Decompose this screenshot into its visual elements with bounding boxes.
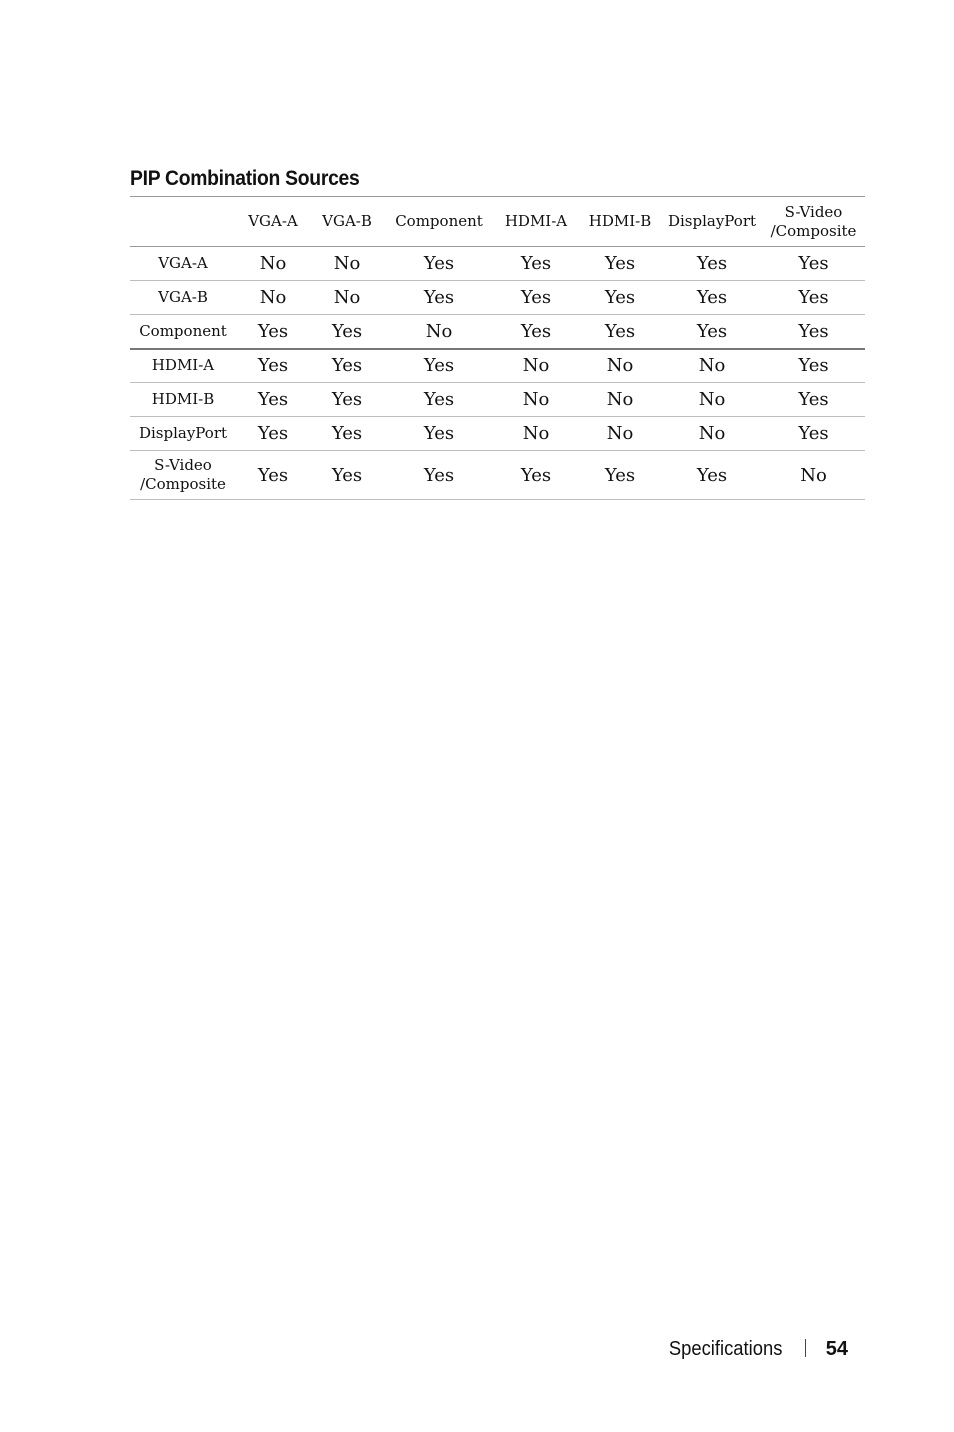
row-header: HDMI-A (130, 349, 236, 383)
table-cell: Yes (494, 281, 578, 315)
table-cell: Yes (310, 349, 384, 383)
table-cell: No (494, 417, 578, 451)
table-cell: Yes (236, 451, 310, 500)
table-cell: Yes (384, 281, 494, 315)
table-cell: Yes (662, 315, 762, 349)
table-cell: Yes (236, 383, 310, 417)
footer-separator (805, 1339, 806, 1357)
table-cell: Yes (236, 417, 310, 451)
column-header: HDMI-A (494, 197, 578, 247)
row-header: S-Video /Composite (130, 451, 236, 500)
table-cell: Yes (384, 349, 494, 383)
table-cell: Yes (310, 315, 384, 349)
table-cell: Yes (384, 383, 494, 417)
table-cell: No (236, 247, 310, 281)
row-header: VGA-B (130, 281, 236, 315)
table-cell: Yes (578, 315, 662, 349)
table-cell: Yes (310, 417, 384, 451)
column-header: Component (384, 197, 494, 247)
column-header: VGA-A (236, 197, 310, 247)
table-cell: Yes (236, 349, 310, 383)
table-cell: Yes (494, 247, 578, 281)
table-cell: No (662, 383, 762, 417)
table-cell: No (578, 417, 662, 451)
table-cell: Yes (578, 247, 662, 281)
table-row (130, 281, 865, 315)
table-cell: Yes (494, 451, 578, 500)
column-header: DisplayPort (662, 197, 762, 247)
row-header: VGA-A (130, 247, 236, 281)
table-cell: Yes (762, 247, 865, 281)
row-header: HDMI-B (130, 383, 236, 417)
table-cell: No (494, 383, 578, 417)
table-cell: Yes (762, 349, 865, 383)
table-header-corner (130, 197, 236, 247)
table-cell: Yes (310, 383, 384, 417)
page-number: 54 (825, 1338, 848, 1360)
table-cell: No (310, 281, 384, 315)
table-cell: No (578, 383, 662, 417)
table-cell: Yes (384, 451, 494, 500)
column-header: VGA-B (310, 197, 384, 247)
table-cell: No (662, 349, 762, 383)
table-cell: No (662, 417, 762, 451)
table-cell: Yes (662, 451, 762, 500)
table-cell: Yes (762, 281, 865, 315)
table-row (130, 315, 865, 349)
table-cell: Yes (236, 315, 310, 349)
table-cell: No (310, 247, 384, 281)
table-cell: Yes (310, 451, 384, 500)
column-header: S-Video /Composite (762, 197, 865, 247)
pip-combination-table (130, 196, 865, 500)
section-title: PIP Combination Sources (130, 167, 360, 190)
table-cell: No (384, 315, 494, 349)
table-cell: No (494, 349, 578, 383)
page-footer (0, 1338, 848, 1361)
table-cell: Yes (762, 417, 865, 451)
table-cell: Yes (662, 281, 762, 315)
table-cell: Yes (662, 247, 762, 281)
table-cell: Yes (578, 451, 662, 500)
table-cell: Yes (762, 383, 865, 417)
table-row (130, 383, 865, 417)
table-cell: Yes (384, 247, 494, 281)
table-row (130, 349, 865, 383)
row-header: Component (130, 315, 236, 349)
table-row (130, 451, 865, 500)
row-header: DisplayPort (130, 417, 236, 451)
table-cell: No (578, 349, 662, 383)
table-cell: Yes (762, 315, 865, 349)
table-cell: Yes (494, 315, 578, 349)
column-header: HDMI-B (578, 197, 662, 247)
table-header-row (130, 197, 865, 247)
table-cell: Yes (384, 417, 494, 451)
table-row (130, 247, 865, 281)
footer-section-name: Specifications (669, 1338, 783, 1360)
table-cell: No (236, 281, 310, 315)
table-cell: No (762, 451, 865, 500)
table-cell: Yes (578, 281, 662, 315)
table-row (130, 417, 865, 451)
